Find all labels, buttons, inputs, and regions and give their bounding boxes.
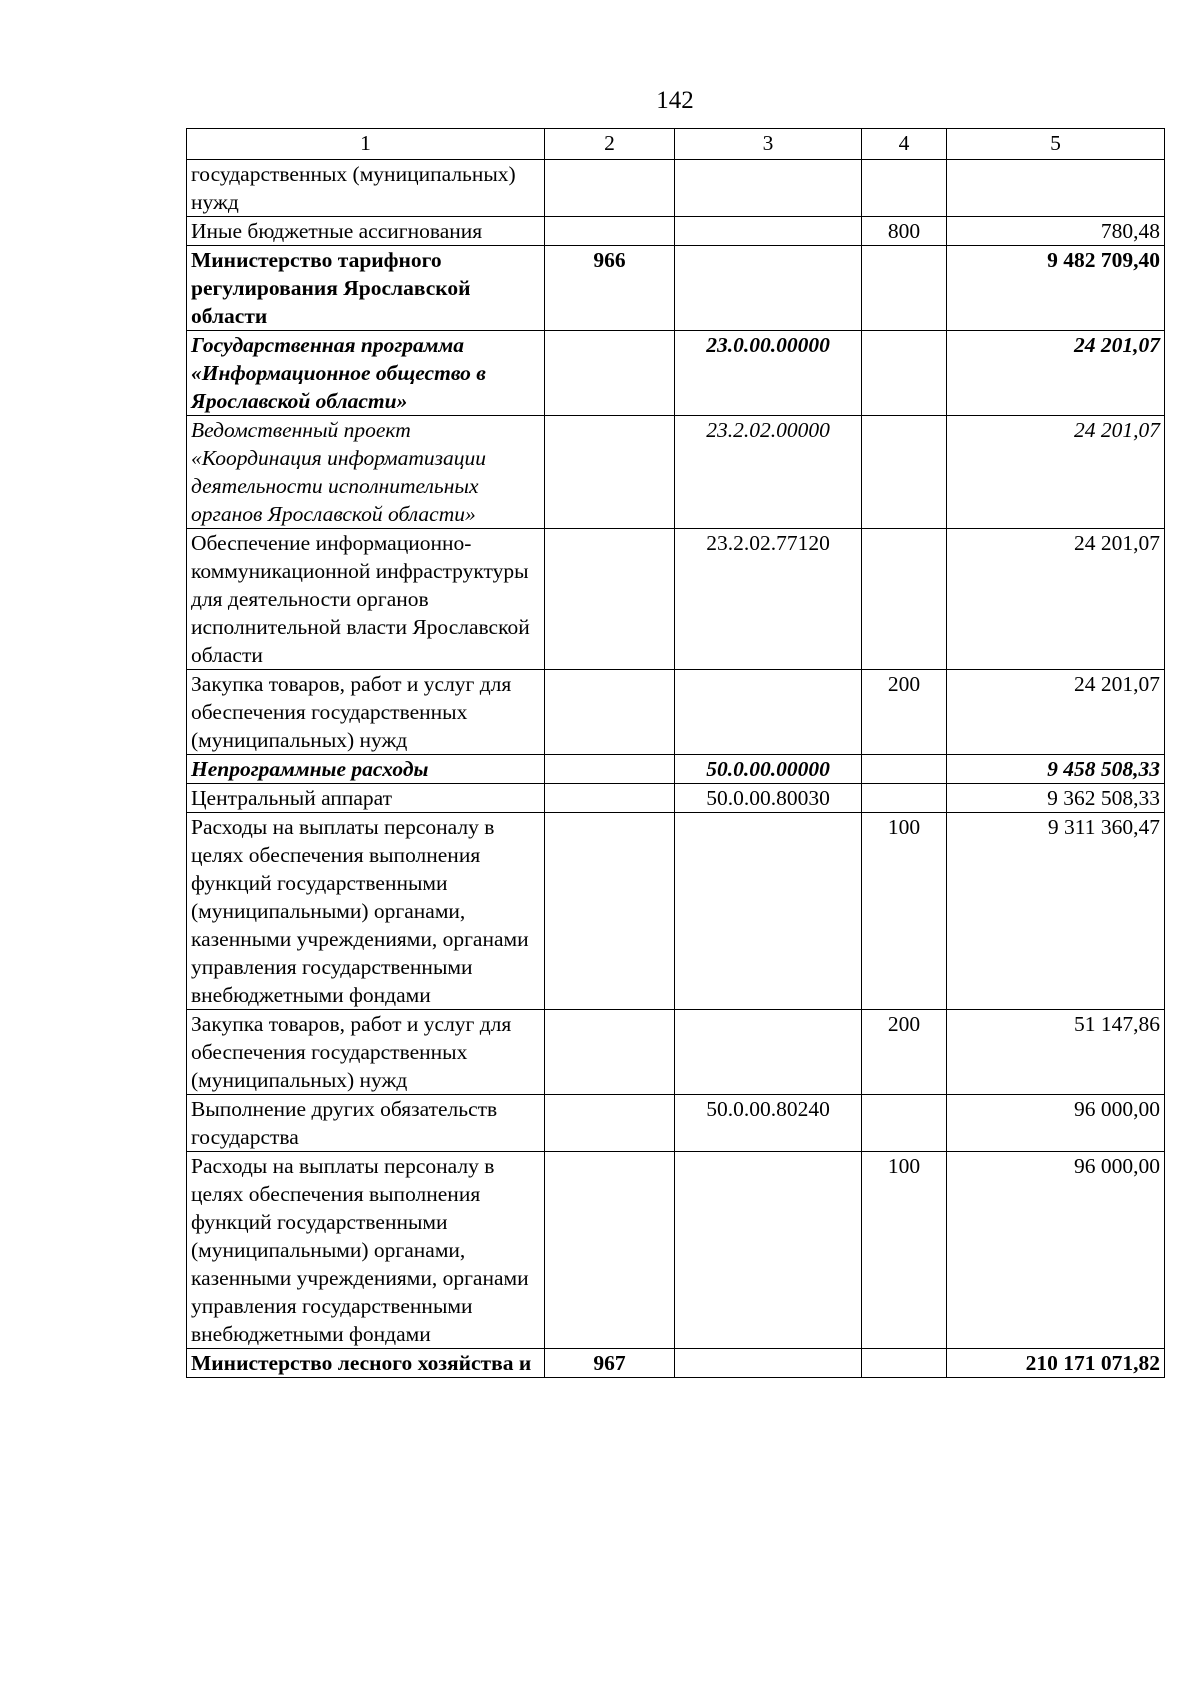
- cell-target-article: [675, 1010, 862, 1095]
- cell-amount: 780,48: [947, 217, 1165, 246]
- cell-department-code: [545, 331, 675, 416]
- table-row: [187, 670, 1165, 755]
- cell-target-article: 23.2.02.77120: [675, 529, 862, 670]
- cell-amount: 24 201,07: [947, 331, 1165, 416]
- cell-department-code: [545, 755, 675, 784]
- cell-name: Непрограммные расходы: [187, 755, 545, 784]
- cell-target-article: [675, 813, 862, 1010]
- cell-target-article: [675, 1152, 862, 1349]
- table-row: [187, 217, 1165, 246]
- cell-target-article: [675, 160, 862, 217]
- cell-target-article: [675, 1349, 862, 1378]
- cell-name: Закупка товаров, работ и услуг для обеспечения государственных (муниципальных) нужд: [187, 1010, 545, 1095]
- cell-department-code: [545, 670, 675, 755]
- cell-amount: 9 362 508,33: [947, 784, 1165, 813]
- cell-target-article: [675, 246, 862, 331]
- cell-department-code: 967: [545, 1349, 675, 1378]
- table-header-row: [187, 129, 1165, 160]
- cell-amount: 9 311 360,47: [947, 813, 1165, 1010]
- cell-department-code: [545, 1152, 675, 1349]
- table-row: [187, 1349, 1165, 1378]
- cell-name: Министерство тарифного регулирования Ярославской области: [187, 246, 545, 331]
- cell-department-code: [545, 1010, 675, 1095]
- cell-expense-type: [862, 246, 947, 331]
- cell-target-article: 50.0.00.00000: [675, 755, 862, 784]
- cell-target-article: [675, 670, 862, 755]
- column-header-2: 2: [545, 129, 675, 160]
- table-row: [187, 813, 1165, 1010]
- cell-name: Ведомственный проект «Координация информатизации деятельности исполнительных органов Ярославской области»: [187, 416, 545, 529]
- table-row: [187, 784, 1165, 813]
- cell-name: государственных (муниципальных) нужд: [187, 160, 545, 217]
- cell-name: Обеспечение информационно-коммуникационной инфраструктуры для деятельности органов исполнительной власти Ярославской области: [187, 529, 545, 670]
- column-header-1: 1: [187, 129, 545, 160]
- cell-amount: 24 201,07: [947, 416, 1165, 529]
- cell-department-code: [545, 784, 675, 813]
- column-header-4: 4: [862, 129, 947, 160]
- cell-expense-type: [862, 529, 947, 670]
- cell-expense-type: [862, 416, 947, 529]
- cell-name: Закупка товаров, работ и услуг для обеспечения государственных (муниципальных) нужд: [187, 670, 545, 755]
- cell-expense-type: [862, 1095, 947, 1152]
- cell-name: Государственная программа «Информационное общество в Ярославской области»: [187, 331, 545, 416]
- table-body: [187, 160, 1165, 1378]
- column-header-3: 3: [675, 129, 862, 160]
- cell-expense-type: [862, 755, 947, 784]
- cell-amount: [947, 160, 1165, 217]
- cell-amount: 51 147,86: [947, 1010, 1165, 1095]
- table-row: [187, 1010, 1165, 1095]
- table-row: [187, 331, 1165, 416]
- cell-expense-type: 200: [862, 1010, 947, 1095]
- cell-amount: 96 000,00: [947, 1095, 1165, 1152]
- cell-department-code: [545, 416, 675, 529]
- table-row: [187, 1152, 1165, 1349]
- table-row: [187, 529, 1165, 670]
- cell-expense-type: 100: [862, 813, 947, 1010]
- cell-department-code: [545, 1095, 675, 1152]
- cell-target-article: 23.0.00.00000: [675, 331, 862, 416]
- cell-amount: 24 201,07: [947, 529, 1165, 670]
- cell-name: Выполнение других обязательств государства: [187, 1095, 545, 1152]
- cell-amount: 9 482 709,40: [947, 246, 1165, 331]
- cell-department-code: [545, 813, 675, 1010]
- cell-department-code: 966: [545, 246, 675, 331]
- cell-expense-type: [862, 1349, 947, 1378]
- cell-name: Расходы на выплаты персоналу в целях обеспечения выполнения функций государственными (муниципальными) органами, казенными учреждениями, органами управления государственными внебюджетными фондами: [187, 813, 545, 1010]
- table-row: [187, 416, 1165, 529]
- cell-name: Расходы на выплаты персоналу в целях обеспечения выполнения функций государственными (муниципальными) органами, казенными учреждениями, органами управления государственными внебюджетными фондами: [187, 1152, 545, 1349]
- cell-department-code: [545, 529, 675, 670]
- cell-amount: 9 458 508,33: [947, 755, 1165, 784]
- cell-amount: 24 201,07: [947, 670, 1165, 755]
- column-header-5: 5: [947, 129, 1165, 160]
- table-row: [187, 755, 1165, 784]
- cell-expense-type: 800: [862, 217, 947, 246]
- cell-name: Иные бюджетные ассигнования: [187, 217, 545, 246]
- cell-expense-type: 100: [862, 1152, 947, 1349]
- cell-amount: 210 171 071,82: [947, 1349, 1165, 1378]
- cell-name: Центральный аппарат: [187, 784, 545, 813]
- cell-expense-type: 200: [862, 670, 947, 755]
- cell-name: Министерство лесного хозяйства и: [187, 1349, 545, 1378]
- table-row: [187, 1095, 1165, 1152]
- cell-target-article: 50.0.00.80030: [675, 784, 862, 813]
- budget-table: [186, 128, 1165, 1378]
- cell-expense-type: [862, 784, 947, 813]
- page-number: 142: [656, 87, 694, 114]
- cell-department-code: [545, 160, 675, 217]
- table-row: [187, 246, 1165, 331]
- cell-expense-type: [862, 160, 947, 217]
- cell-target-article: 50.0.00.80240: [675, 1095, 862, 1152]
- table-row: [187, 160, 1165, 217]
- cell-department-code: [545, 217, 675, 246]
- cell-amount: 96 000,00: [947, 1152, 1165, 1349]
- cell-expense-type: [862, 331, 947, 416]
- cell-target-article: 23.2.02.00000: [675, 416, 862, 529]
- cell-target-article: [675, 217, 862, 246]
